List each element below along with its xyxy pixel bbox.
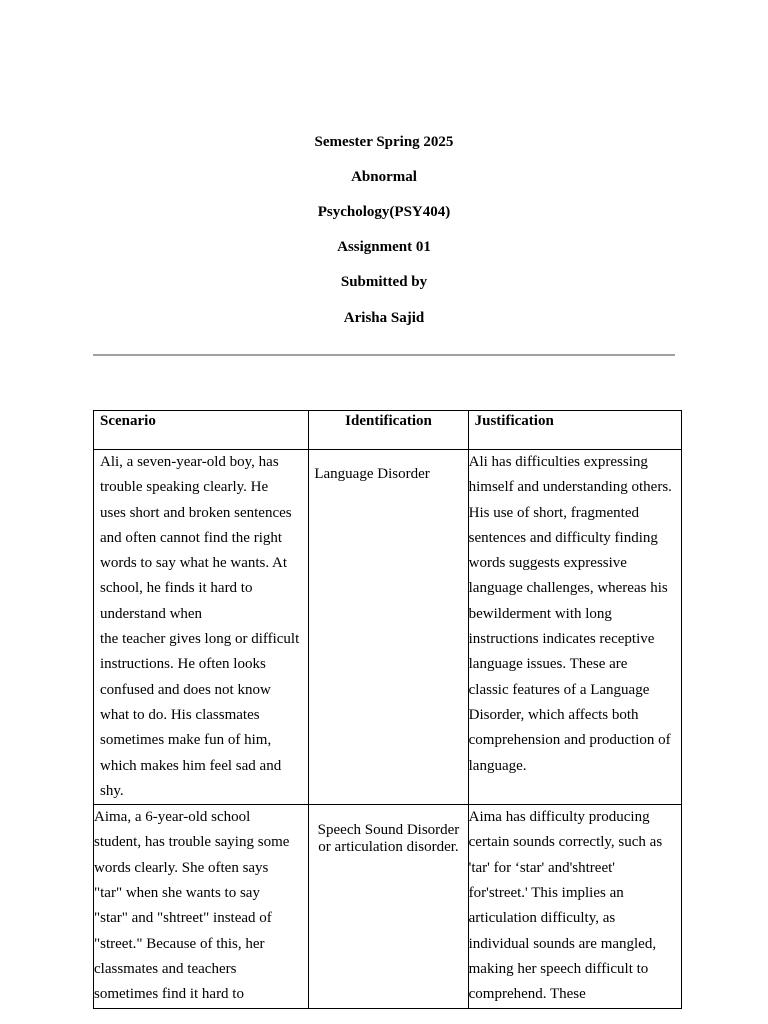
text-line: which makes him feel sad and xyxy=(100,757,282,774)
text-line: for'street.' This implies an xyxy=(468,885,624,902)
identification-cell xyxy=(309,450,468,805)
text-line: confused and does not know xyxy=(100,681,271,698)
text-line: the teacher gives long or difficult xyxy=(100,631,300,648)
text-line: shy. xyxy=(100,782,124,799)
text-line: comprehension and production of xyxy=(468,732,671,749)
table-row xyxy=(94,805,682,1008)
text-line: "star" and "shtreet" instead of xyxy=(94,910,272,927)
text-line: comprehend. These xyxy=(468,986,586,1003)
text-line: individual sounds are mangled, xyxy=(468,935,657,952)
justification-text xyxy=(469,450,681,779)
text-line: "tar" when she wants to say xyxy=(94,885,260,902)
submitted-by-line: Submitted by xyxy=(340,274,428,290)
table-row xyxy=(94,450,682,805)
text-line: instructions. He often looks xyxy=(100,656,266,673)
text-line: uses short and broken sentences xyxy=(100,504,292,521)
text-line: certain sounds correctly, such as xyxy=(468,834,663,851)
assignment-table xyxy=(93,410,682,1009)
text-line: words suggests expressive xyxy=(468,555,627,572)
text-line: or articulation disorder. xyxy=(318,839,459,856)
text-line: words to say what he wants. At xyxy=(100,555,288,572)
justification-cell xyxy=(468,450,681,805)
text-line: student, has trouble saying some xyxy=(94,834,290,851)
text-line: bewilderment with long xyxy=(468,605,612,622)
identification-text xyxy=(309,450,467,483)
text-line: classmates and teachers xyxy=(94,960,237,977)
text-line: Speech Sound Disorder xyxy=(317,822,460,839)
text-line: Disorder, which affects both xyxy=(468,706,639,723)
text-line: Ali, a seven-year-old boy, has xyxy=(100,454,279,470)
text-line: himself and understanding others. xyxy=(468,479,672,496)
table-header-row xyxy=(94,411,682,450)
text-line: understand when xyxy=(100,605,203,622)
course-line-1: Abnormal xyxy=(351,169,417,185)
text-line: and often cannot find the right xyxy=(100,529,283,546)
text-line: "street." Because of this, her xyxy=(94,935,265,952)
text-line: trouble speaking clearly. He xyxy=(100,479,269,496)
assignment-line: Assignment 01 xyxy=(337,239,431,255)
text-line: articulation difficulty, as xyxy=(468,910,616,927)
justification-text xyxy=(469,805,681,1007)
text-line: sentences and difficulty finding xyxy=(468,529,658,546)
text-line: words clearly. She often says xyxy=(94,859,269,876)
text-line: 'tar' for ‘star' and'shtreet' xyxy=(468,859,615,876)
identification-text xyxy=(309,805,467,856)
text-line: sometimes make fun of him, xyxy=(100,732,272,749)
text-line: what to do. His classmates xyxy=(100,706,260,723)
identification-cell xyxy=(309,805,468,1008)
justification-cell xyxy=(468,805,681,1008)
text-line: Language Disorder xyxy=(314,466,430,482)
text-line: school, he finds it hard to xyxy=(100,580,253,597)
scenario-text xyxy=(94,450,308,804)
horizontal-rule xyxy=(93,354,675,356)
text-line: His use of short, fragmented xyxy=(468,504,640,521)
scenario-cell xyxy=(94,450,309,805)
scenario-text xyxy=(94,805,308,1007)
header-scenario: Scenario xyxy=(94,411,309,450)
text-line: Ali has difficulties expressing xyxy=(468,454,648,470)
text-line: instructions indicates receptive xyxy=(468,631,655,648)
semester-line: Semester Spring 2025 xyxy=(314,134,454,150)
text-line: language. xyxy=(468,757,527,774)
text-line: language challenges, whereas his xyxy=(468,580,668,597)
text-line: making her speech difficult to xyxy=(468,960,649,977)
text-line: Aima has difficulty producing xyxy=(468,809,650,826)
header-identification: Identification xyxy=(309,411,468,450)
text-line: sometimes find it hard to xyxy=(94,986,244,1003)
text-line: language issues. These are xyxy=(468,656,628,673)
author-line: Arisha Sajid xyxy=(343,310,425,326)
text-line: Aima, a 6-year-old school xyxy=(94,809,251,826)
scenario-cell xyxy=(94,805,309,1008)
course-line-2: Psychology(PSY404) xyxy=(317,204,451,220)
header-justification: Justification xyxy=(468,411,681,450)
text-line: classic features of a Language xyxy=(468,681,650,698)
